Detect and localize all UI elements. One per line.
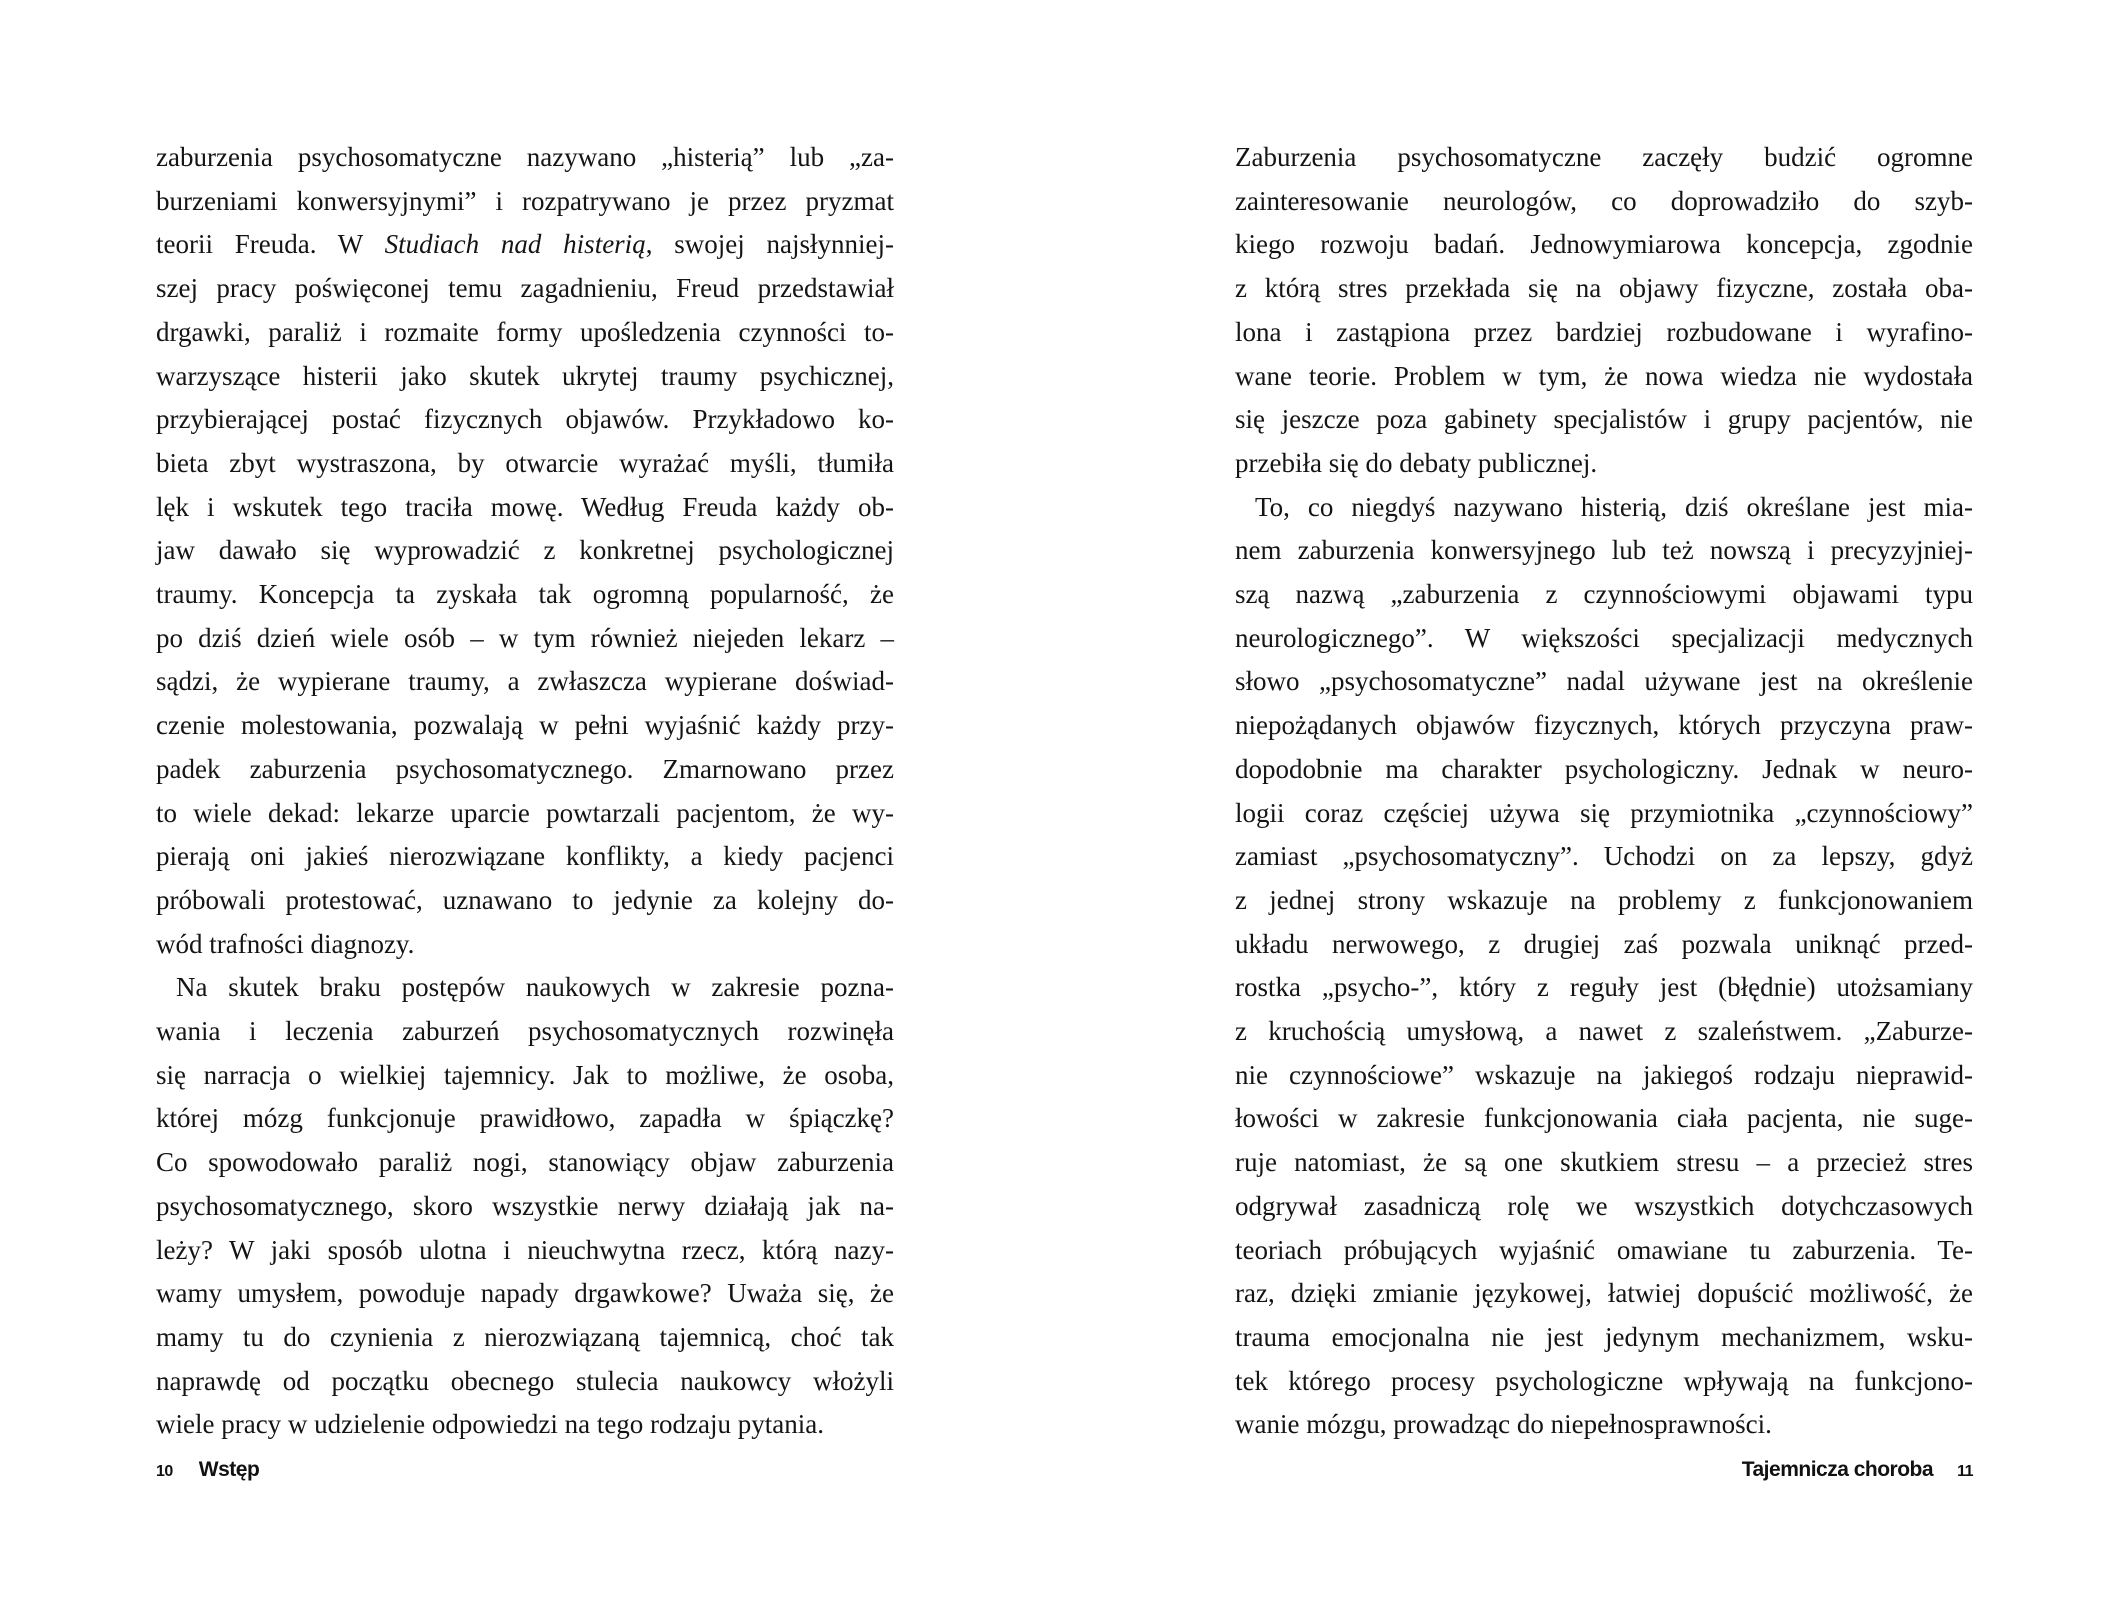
left-page-number: 10 (156, 1463, 173, 1480)
text-line: padek zaburzenia psychosomatycznego. Zmarnowano przez (156, 753, 894, 784)
text-line: próbowali protestować, uznawano to jedynie za kolejny do- (156, 884, 894, 915)
text-line: burzeniami konwersyjnymi” i rozpatrywano je przez pryzmat (156, 185, 894, 216)
text-line: jaw dawało się wyprowadzić z konkretnej psychologicznej (156, 535, 894, 566)
text-line: łowości w zakresie funkcjonowania ciała pacjenta, nie suge- (1235, 1103, 1973, 1134)
paragraph (156, 966, 894, 1447)
text-line: ruje natomiast, że są one skutkiem stresu – a przecież stres (1235, 1147, 1973, 1178)
text-line (156, 223, 894, 267)
text-line: traumy. Koncepcja ta zyskała tak ogromną popularność, że (156, 579, 894, 610)
text-line: z którą stres przekłada się na objawy fizyczne, została oba- (1235, 273, 1973, 304)
text-line: wane teorie. Problem w tym, że nowa wiedza nie wydostała (1235, 360, 1973, 391)
text-line: układu nerwowego, z drugiej zaś pozwala uniknąć przed- (1235, 928, 1973, 959)
text-segment: , swojej najsłynniej- (645, 229, 895, 260)
text-line: się narracja o wielkiej tajemnicy. Jak to możliwe, że osoba, (156, 1059, 894, 1090)
text-line: słowo „psychosomatyczne” nadal używane jest na określenie (1235, 666, 1973, 697)
text-line: zainteresowanie neurologów, co doprowadziło do szyb- (1235, 185, 1973, 216)
text-line: szą nazwą „zaburzenia z czynnościowymi objawami typu (1235, 579, 1973, 610)
text-segment: teorii Freuda. W (156, 229, 385, 260)
paragraph (1235, 136, 1973, 486)
text-line: lęk i wskutek tego traciła mowę. Według Freuda każdy ob- (156, 491, 894, 522)
text-line: warzyszące histerii jako skutek ukrytej traumy psychicznej, (156, 360, 894, 391)
text-line: trauma emocjonalna nie jest jedynym mechanizmem, wsku- (1235, 1321, 1973, 1352)
right-page-footer (1235, 1458, 1973, 1482)
text-line: tek którego procesy psychologiczne wpływają na funkcjono- (1235, 1365, 1973, 1396)
text-line: odgrywał zasadniczą rolę we wszystkich dotychczasowych (1235, 1190, 1973, 1221)
left-running-header: Wstęp (198, 1458, 260, 1481)
right-running-header: Tajemnicza choroba (1741, 1458, 1934, 1481)
right-page-number: 11 (1957, 1463, 1973, 1480)
text-line: przebiła się do debaty publicznej. (1235, 447, 1598, 478)
text-line: leży? W jaki sposób ulotna i nieuchwytna rzecz, którą nazy- (156, 1234, 894, 1265)
text-line: wamy umysłem, powoduje napady drgawkowe? Uważa się, że (156, 1278, 894, 1309)
italic-book-title: Studiach nad histerią (384, 229, 646, 260)
text-line: zaburzenia psychosomatyczne nazywano „histerią” lub „za- (156, 142, 894, 172)
text-line: nem zaburzenia konwersyjnego lub też nowszą i precyzyjniej- (1235, 535, 1973, 566)
text-line: naprawdę od początku obecnego stulecia naukowcy włożyli (156, 1365, 894, 1396)
text-line: dopodobnie ma charakter psychologiczny. Jednak w neuro- (1235, 753, 1973, 784)
text-line: z kruchością umysłową, a nawet z szaleństwem. „Zaburze- (1235, 1016, 1973, 1047)
right-page-text (1235, 136, 1973, 1447)
text-line: lona i zastąpiona przez bardziej rozbudowane i wyrafino- (1235, 316, 1973, 347)
text-line: sądzi, że wypierane traumy, a zwłaszcza wypierane doświad- (156, 666, 894, 697)
text-line: pierają oni jakieś nierozwiązane konflikty, a kiedy pacjenci (156, 841, 894, 872)
text-line: neurologicznego”. W większości specjalizacji medycznych (1235, 622, 1973, 653)
text-line: wania i leczenia zaburzeń psychosomatycznych rozwinęła (156, 1016, 894, 1047)
text-line: psychosomatycznego, skoro wszystkie nerwy działają jak na- (156, 1190, 894, 1221)
text-line: z jednej strony wskazuje na problemy z funkcjonowaniem (1235, 884, 1973, 915)
text-line: się jeszcze poza gabinety specjalistów i grupy pacjentów, nie (1235, 404, 1973, 435)
text-line: To, co niegdyś nazywano histerią, dziś określane jest mia- (1255, 491, 1973, 522)
text-line: Zaburzenia psychosomatyczne zaczęły budzić ogromne (1235, 142, 1973, 172)
text-line: raz, dzięki zmianie językowej, łatwiej dopuścić możliwość, że (1235, 1278, 1973, 1309)
text-line: czenie molestowania, pozwalają w pełni wyjaśnić każdy przy- (156, 710, 894, 741)
left-page-footer (156, 1458, 894, 1482)
text-line: wanie mózgu, prowadząc do niepełnosprawności. (1235, 1409, 1772, 1440)
text-line: rostka „psycho-”, który z reguły jest (błędnie) utożsamiany (1235, 972, 1973, 1003)
text-line: logii coraz częściej używa się przymiotnika „czynnościowy” (1235, 797, 1973, 828)
text-line: Na skutek braku postępów naukowych w zakresie pozna- (176, 972, 894, 1003)
text-line: po dziś dzień wiele osób – w tym również niejeden lekarz – (156, 622, 894, 653)
text-line: przybierającej postać fizycznych objawów. Przykładowo ko- (156, 404, 894, 435)
text-line: Co spowodowało paraliż nogi, stanowiący objaw zaburzenia (156, 1147, 894, 1178)
text-line: wód trafności diagnozy. (156, 928, 415, 959)
text-line: teoriach próbujących wyjaśnić omawiane tu zaburzenia. Te- (1235, 1234, 1973, 1265)
text-line: szej pracy poświęconej temu zagadnieniu, Freud przedstawiał (156, 273, 894, 304)
text-line: kiego rozwoju badań. Jednowymiarowa koncepcja, zgodnie (1235, 229, 1973, 260)
text-line: nie czynnościowe” wskazuje na jakiegoś rodzaju nieprawid- (1235, 1059, 1973, 1090)
left-page-text (156, 136, 894, 1447)
text-line: mamy tu do czynienia z nierozwiązaną tajemnicą, choć tak (156, 1321, 894, 1352)
text-line: niepożądanych objawów fizycznych, których przyczyna praw- (1235, 710, 1973, 741)
text-line: której mózg funkcjonuje prawidłowo, zapadła w śpiączkę? (156, 1103, 894, 1134)
paragraph (1235, 486, 1973, 1447)
text-line: drgawki, paraliż i rozmaite formy upośledzenia czynności to- (156, 316, 894, 347)
paragraph (156, 136, 894, 966)
text-line: zamiast „psychosomatyczny”. Uchodzi on za lepszy, gdyż (1235, 841, 1973, 872)
text-line: wiele pracy w udzielenie odpowiedzi na tego rodzaju pytania. (156, 1409, 824, 1440)
text-line: to wiele dekad: lekarze uparcie powtarzali pacjentom, że wy- (156, 797, 894, 828)
text-line: bieta zbyt wystraszona, by otwarcie wyrażać myśli, tłumiła (156, 447, 894, 478)
